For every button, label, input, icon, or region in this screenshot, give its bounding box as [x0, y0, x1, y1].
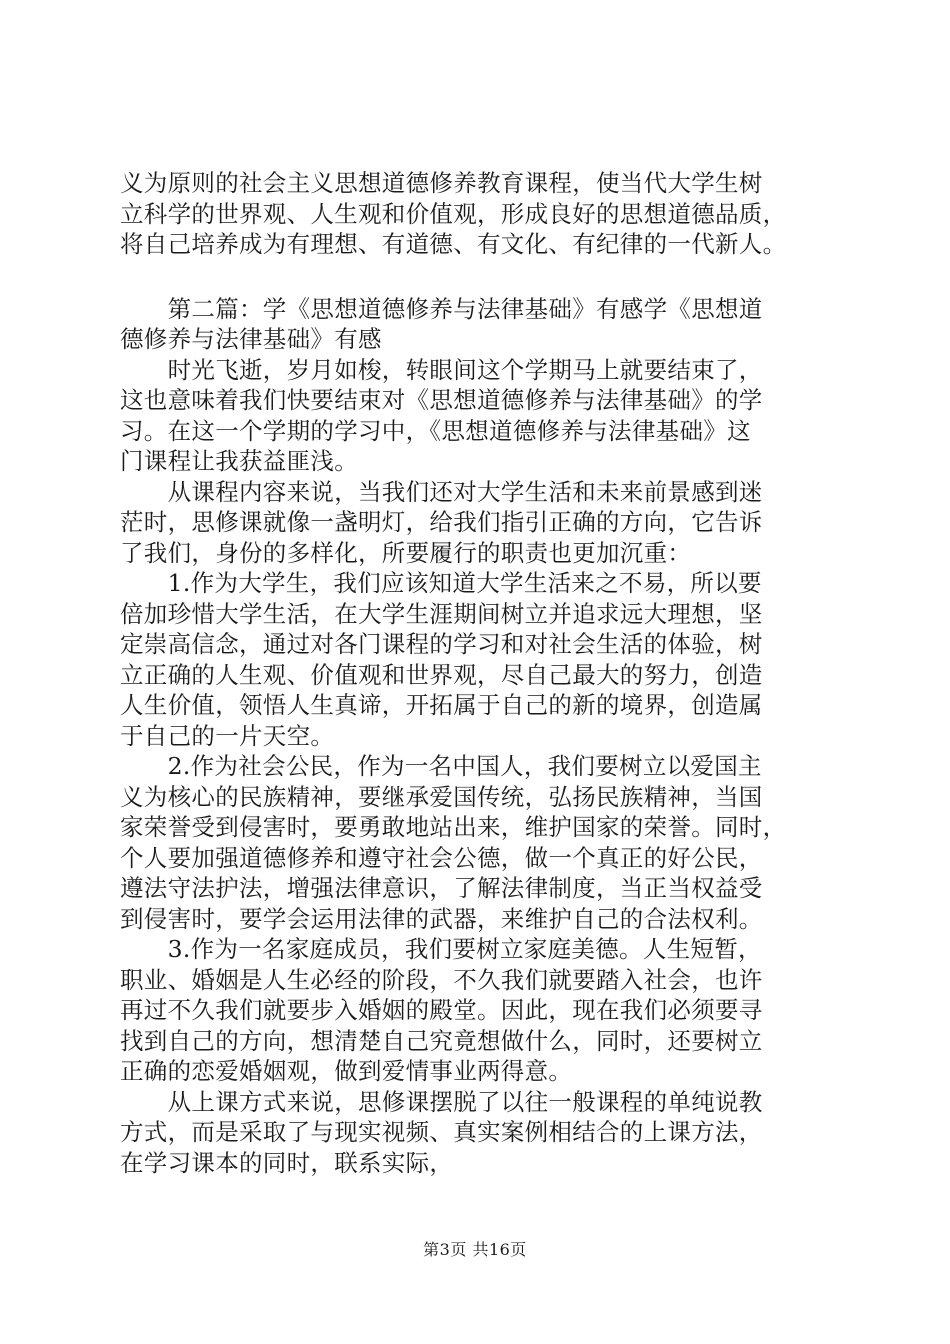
section-heading-line: 第二篇：学《思想道德修养与法律基础》有感学《思想道: [120, 294, 763, 323]
text-line: 习。在这一个学期的学习中，《思想道德修养与法律基础》这: [120, 416, 751, 445]
text-line: 于自己的一片天空。: [120, 721, 335, 750]
text-line: 正确的恋爱婚姻观，做到爱情事业两得意。: [120, 1057, 573, 1085]
document-body: [120, 168, 840, 1239]
text-line: 2.作为社会公民，作为一名中国人，我们要树立以爱国主: [120, 752, 762, 780]
text-line: 将自己培养成为有理想、有道德、有文化、有纪律的一代新人。: [120, 230, 787, 258]
text-line: 从课程内容来说，当我们还对大学生活和未来前景感到迷: [120, 477, 763, 506]
text-line: 找到自己的方向，想清楚自己究竟想做什么，同时，还要树立: [120, 1026, 763, 1055]
text-line: 这也意味着我们快要结束对《思想道德修养与法律基础》的学: [120, 386, 763, 414]
text-line: 茫时，思修课就像一盏明灯，给我们指引正确的方向，它告诉: [120, 508, 763, 536]
text-line: 家荣誉受到侵害时，要勇敢地站出来，维护国家的荣誉。同时，: [120, 813, 787, 841]
text-line: 3.作为一名家庭成员，我们要树立家庭美德。人生短暂，: [120, 935, 762, 963]
text-line: 在学习课本的同时，联系实际，: [120, 1148, 454, 1177]
page-number-footer: 第3页 共16页: [423, 1240, 527, 1259]
text-line: 时光飞逝，岁月如梭，转眼间这个学期马上就要结束了，: [120, 355, 763, 384]
text-line: 个人要加强道德修养和遵守社会公德，做一个真正的好公民，: [120, 843, 763, 872]
text-line: 从上课方式来说，思修课摆脱了以往一般课程的单纯说教: [120, 1087, 763, 1116]
text-line: 门课程让我获益匪浅。: [120, 447, 358, 475]
text-line: 到侵害时，要学会运用法律的武器，来维护自己的合法权利。: [120, 904, 763, 933]
paragraph-gap: [120, 260, 840, 294]
text-line: 再过不久我们就要步入婚姻的殿堂。因此，现在我们必须要寻: [120, 996, 763, 1024]
text-line: 遵法守法护法，增强法律意识，了解法律制度，当正当权益受: [120, 874, 763, 902]
text-line: 立科学的世界观、人生观和价值观，形成良好的思想道德品质，: [120, 199, 787, 228]
text-line: 义为原则的社会主义思想道德修养教育课程，使当代大学生树: [120, 169, 763, 197]
text-line: 了我们，身份的多样化，所要履行的职责也更加沉重：: [120, 538, 692, 567]
section-heading-line: 德修养与法律基础》有感: [120, 325, 382, 353]
text-line: 职业、婚姻是人生必经的阶段，不久我们就要踏入社会，也许: [120, 965, 763, 994]
text-line: 人生价值，领悟人生真谛，开拓属于自己的新的境界，创造属: [120, 691, 763, 719]
text-line: 立正确的人生观、价值观和世界观，尽自己最大的努力，创造: [120, 660, 763, 689]
text-line: [120, 1209, 840, 1240]
text-line: [120, 1178, 840, 1209]
text-line: 倍加珍惜大学生活，在大学生涯期间树立并追求远大理想，坚: [120, 599, 763, 628]
text-line: 1.作为大学生，我们应该知道大学生活来之不易，所以要: [120, 569, 762, 597]
text-line: 义为核心的民族精神，要继承爱国传统，弘扬民族精神，当国: [120, 782, 763, 811]
text-line: 定崇高信念，通过对各门课程的学习和对社会生活的体验，树: [120, 630, 763, 658]
text-line: 方式，而是采取了与现实视频、真实案例相结合的上课方法，: [120, 1118, 763, 1146]
